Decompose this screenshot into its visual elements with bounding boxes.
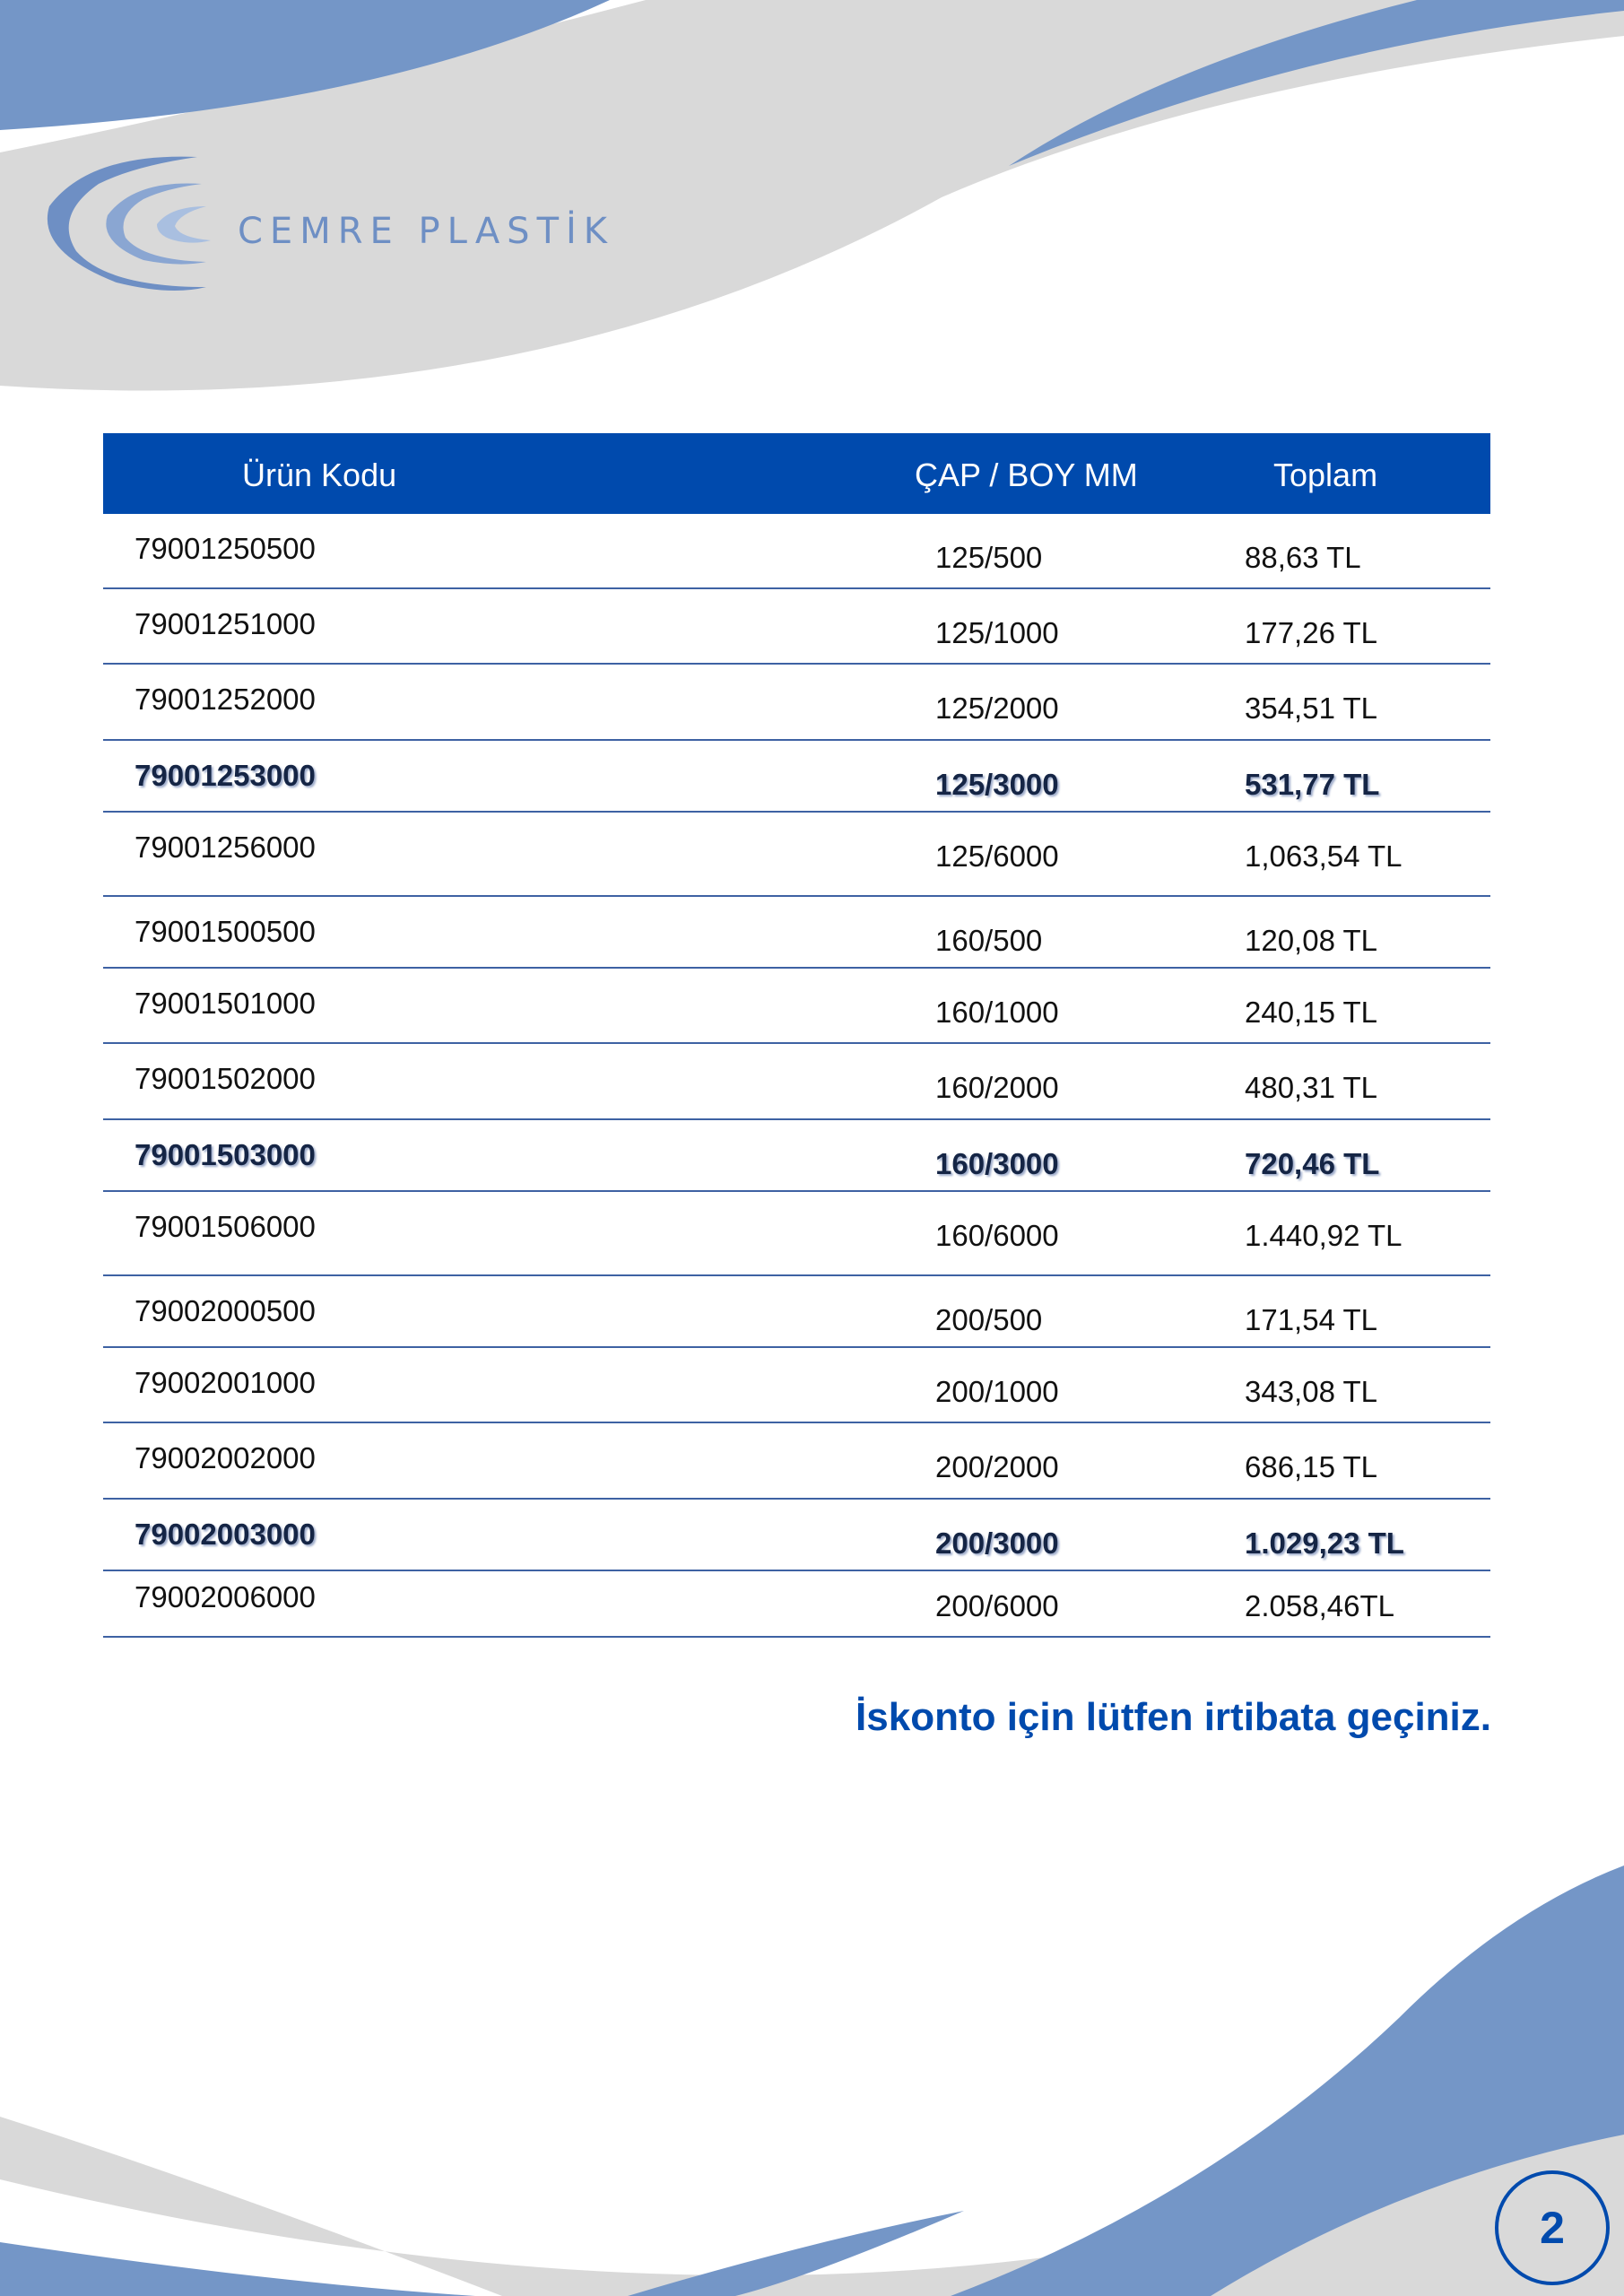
dimension: 160/6000 (935, 1219, 1059, 1252)
page-number: 2 (1495, 2170, 1610, 2285)
product-code: 79001251000 (135, 607, 316, 640)
company-name: CEMRE PLASTİK (238, 211, 615, 252)
product-code: 79001253000 (135, 759, 316, 792)
dimension: 200/6000 (935, 1589, 1059, 1622)
table-row (103, 1192, 1490, 1276)
product-code: 79001506000 (135, 1210, 316, 1243)
header-total: Toplam (1273, 457, 1378, 493)
dimension: 160/3000 (935, 1147, 1059, 1180)
total-price: 171,54 TL (1245, 1303, 1378, 1336)
product-code: 79001501000 (135, 987, 316, 1020)
dimension: 160/1000 (935, 996, 1059, 1029)
dimension: 200/2000 (935, 1450, 1059, 1483)
product-code: 79001502000 (135, 1062, 316, 1095)
product-code: 79002000500 (135, 1294, 316, 1327)
table-row (103, 1423, 1490, 1500)
product-code: 79001500500 (135, 915, 316, 948)
product-code: 79002003000 (135, 1518, 316, 1551)
discount-note: İskonto için lütfen irtibata geçiniz. (855, 1695, 1491, 1739)
table-row (103, 1500, 1490, 1571)
table-row (103, 897, 1490, 969)
product-code: 79001256000 (135, 831, 316, 864)
total-price: 1.440,92 TL (1245, 1219, 1403, 1252)
table-header (103, 433, 1490, 514)
table-row (103, 1120, 1490, 1192)
total-price: 531,77 TL (1245, 768, 1380, 801)
table-row (103, 741, 1490, 813)
product-code: 79001503000 (135, 1138, 316, 1171)
table-row (103, 1044, 1490, 1120)
bottom-left-blue-swoosh (0, 2242, 475, 2296)
product-code: 79001252000 (135, 683, 316, 716)
dimension: 125/2000 (935, 691, 1059, 725)
table-row (103, 813, 1490, 897)
product-code: 79002006000 (135, 1580, 316, 1613)
total-price: 354,51 TL (1245, 691, 1378, 725)
header-product-code: Ürün Kodu (242, 457, 397, 493)
total-price: 177,26 TL (1245, 616, 1378, 649)
dimension: 160/500 (935, 924, 1043, 957)
price-table (103, 433, 1490, 1638)
total-price: 343,08 TL (1245, 1375, 1378, 1408)
dimension: 200/3000 (935, 1526, 1059, 1560)
table-row (103, 665, 1490, 741)
table-row (103, 1571, 1490, 1638)
total-price: 88,63 TL (1245, 541, 1361, 574)
logo-arcs-icon (36, 152, 215, 296)
total-price: 1.029,23 TL (1245, 1526, 1404, 1560)
product-code: 79002001000 (135, 1366, 316, 1399)
table-row (103, 514, 1490, 589)
table-row (103, 589, 1490, 665)
total-price: 720,46 TL (1245, 1147, 1380, 1180)
total-price: 240,15 TL (1245, 996, 1378, 1029)
company-logo (36, 152, 628, 296)
dimension: 125/3000 (935, 768, 1059, 801)
product-code: 79001250500 (135, 532, 316, 565)
dimension: 125/6000 (935, 839, 1059, 873)
dimension: 125/1000 (935, 616, 1059, 649)
dimension: 160/2000 (935, 1071, 1059, 1104)
dimension: 125/500 (935, 541, 1043, 574)
dimension: 200/500 (935, 1303, 1043, 1336)
total-price: 686,15 TL (1245, 1450, 1378, 1483)
table-row (103, 969, 1490, 1044)
header-dimension: ÇAP / BOY MM (915, 457, 1138, 493)
product-code: 79002002000 (135, 1441, 316, 1474)
table-row (103, 1276, 1490, 1348)
total-price: 1,063,54 TL (1245, 839, 1403, 873)
table-row (103, 1348, 1490, 1423)
total-price: 480,31 TL (1245, 1071, 1378, 1104)
dimension: 200/1000 (935, 1375, 1059, 1408)
total-price: 2.058,46TL (1245, 1589, 1394, 1622)
total-price: 120,08 TL (1245, 924, 1378, 957)
